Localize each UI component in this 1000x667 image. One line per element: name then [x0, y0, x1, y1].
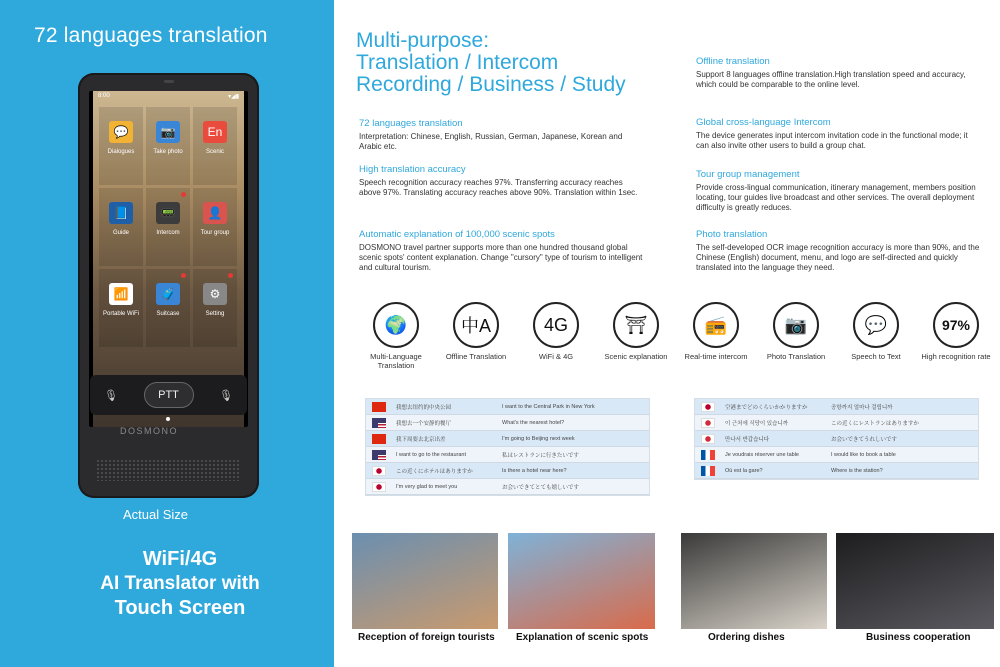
function-label: Real-time intercom	[684, 352, 748, 361]
headline-line1: Multi-purpose:	[356, 29, 490, 52]
translation-table-right	[694, 398, 979, 480]
feature-title: Photo translation	[696, 229, 768, 240]
usa-flag-icon	[372, 450, 386, 460]
feature-title: Offline translation	[696, 56, 770, 67]
function-label: Scenic explanation	[604, 352, 668, 361]
app-label: Suitcase	[156, 311, 180, 317]
app-label: Scenic	[205, 149, 224, 155]
gear-icon: ⚙	[203, 283, 227, 305]
app-scenic[interactable]	[193, 107, 237, 185]
feature-title: Global cross-language Intercom	[696, 117, 831, 128]
speech-text-icon: 💬	[853, 302, 899, 348]
camera-icon: 📷	[156, 121, 180, 143]
function-label: Offline Translation	[445, 352, 507, 361]
feature-title: 72 languages translation	[359, 118, 463, 129]
table-row	[695, 415, 978, 431]
function-item	[758, 302, 834, 361]
source-text: 空港までどのくらいかかりますか	[725, 404, 808, 411]
percent-icon: 97%	[933, 302, 979, 348]
headline-line3: Recording / Business / Study	[356, 73, 626, 96]
feature-right-1	[696, 56, 981, 90]
table-row	[366, 447, 649, 463]
app-grid	[99, 107, 239, 347]
feature-body: The self-developed OCR image recognition accuracy is more than 90%, and the Chinese (English) document, menu, and logo are self-directed and quickly translated into the language they need.	[696, 243, 980, 272]
function-item	[358, 302, 434, 370]
feature-title: Automatic explanation of 100,000 scenic spots	[359, 229, 555, 240]
notification-badge	[228, 273, 233, 278]
source-text: Où est la gare?	[725, 467, 763, 474]
translator-device	[78, 73, 259, 498]
app-label: Setting	[205, 311, 225, 317]
source-text: 我想去纽约的中央公园	[396, 404, 452, 411]
app-guide[interactable]	[99, 188, 143, 266]
headline	[356, 30, 626, 96]
table-row	[695, 431, 978, 447]
scene-photo	[836, 533, 994, 629]
function-item	[678, 302, 754, 361]
target-text: Where is the station?	[831, 467, 883, 474]
target-text: I want to the Central Park in New York	[502, 403, 595, 410]
scene-photo	[508, 533, 655, 629]
source-text: I'm very glad to meet you	[396, 483, 458, 490]
app-label: Guide	[112, 230, 129, 236]
app-label: Portable WiFi	[102, 311, 139, 317]
translate-icon: 中A	[453, 302, 499, 348]
feature-right-3	[696, 169, 981, 213]
brand-logo: DOSMONO	[120, 426, 179, 436]
target-text: What's the nearest hotel?	[502, 419, 565, 426]
france-flag-icon	[701, 450, 715, 460]
function-label: WiFi & 4G	[538, 352, 574, 361]
function-item	[598, 302, 674, 361]
function-label: Speech to Text	[851, 352, 901, 361]
china-flag-icon	[372, 402, 386, 412]
notification-badge	[181, 273, 186, 278]
app-label: Dialogues	[107, 149, 135, 155]
feature-body: DOSMONO travel partner supports more than one hundred thousand global scenic spots' content explanation. Change "cursory" type of tourism to intelligent and cultural tourism.	[359, 243, 643, 272]
app-tour-group[interactable]	[193, 188, 237, 266]
function-label: High recognition rate	[921, 352, 991, 361]
feature-title: Tour group management	[696, 169, 800, 180]
wifi-4g-icon: 4G	[533, 302, 579, 348]
table-row	[695, 399, 978, 415]
promo-text	[80, 548, 280, 620]
korea-flag-icon	[701, 418, 715, 428]
feature-body: The device generates input intercom invitation code in the functional mode; it can also invite other users to build a group chat.	[696, 131, 968, 150]
headline-line2: Translation / Intercom	[356, 51, 559, 74]
table-row	[366, 431, 649, 447]
function-label: Photo Translation	[766, 352, 826, 361]
function-item	[838, 302, 914, 361]
mic-left-icon[interactable]: 🎙	[104, 389, 118, 402]
app-portable-wifi[interactable]	[99, 269, 143, 347]
front-camera	[164, 80, 174, 83]
france-flag-icon	[701, 466, 715, 476]
function-item	[918, 302, 994, 361]
app-take-photo[interactable]	[146, 107, 190, 185]
chat-bubbles-icon: 💬	[109, 121, 133, 143]
source-text: この近くにホテルはありますか	[396, 468, 473, 475]
source-text: 我想去一个安静的餐厅	[396, 420, 452, 427]
actual-size-label: Actual Size	[123, 507, 189, 522]
target-text: I'm going to Beijing next week	[502, 435, 575, 442]
source-text: 이 근처에 식당이 있습니까	[725, 420, 789, 427]
target-text: お会いできてとても嬉しいです	[502, 484, 580, 491]
feature-right-4	[696, 229, 981, 273]
feature-title: High translation accuracy	[359, 164, 466, 175]
table-row	[695, 447, 978, 463]
feature-left-1	[359, 118, 644, 152]
target-text: 私はレストランに行きたいです	[502, 452, 579, 459]
usa-flag-icon	[372, 418, 386, 428]
page-indicator	[166, 417, 170, 421]
button-bar	[90, 375, 247, 415]
promo-line3: Touch Screen	[114, 597, 246, 619]
photo-caption: Ordering dishes	[708, 632, 785, 643]
source-text: 我下周要去北京出差	[396, 436, 446, 443]
table-row	[366, 399, 649, 415]
globe-icon: 🌍	[373, 302, 419, 348]
function-item	[518, 302, 594, 361]
function-label: Multi-Language Translation	[370, 352, 422, 370]
status-bar	[93, 91, 244, 104]
walkie-talkie-icon: 📟	[156, 202, 180, 224]
translation-table-left	[365, 398, 650, 496]
target-text: この近くにレストランはありますか	[831, 420, 919, 427]
promo-line1: WiFi/4G	[142, 548, 218, 570]
table-row	[366, 479, 649, 495]
suitcase-icon: 🧳	[156, 283, 180, 305]
app-label: Intercom	[156, 230, 180, 236]
japan-flag-icon	[372, 482, 386, 492]
feature-body: Provide cross-lingual communication, itinerary management, members position locating, tour guides live broadcast and other services. The overall deployment difficulty is greatly reduces.	[696, 183, 976, 212]
function-item	[438, 302, 514, 361]
japan-flag-icon	[701, 402, 715, 412]
photo-caption: Business cooperation	[866, 632, 971, 643]
promo-line2: AI Translator with	[100, 573, 260, 594]
table-row	[366, 415, 649, 431]
app-intercom[interactable]	[146, 188, 190, 266]
app-label: Tour group	[200, 230, 230, 236]
mic-right-icon[interactable]: 🎙	[219, 389, 233, 402]
table-row	[695, 463, 978, 479]
table-row	[366, 463, 649, 479]
target-text: 공항까지 얼마나 걸립니까	[831, 404, 893, 411]
left-panel	[0, 0, 334, 667]
app-dialogues[interactable]	[99, 107, 143, 185]
book-icon: 📘	[109, 202, 133, 224]
korea-flag-icon	[701, 434, 715, 444]
photo-caption: Reception of foreign tourists	[358, 632, 495, 643]
feature-left-3	[359, 229, 644, 273]
source-text: Je voudrais réserver une table	[725, 451, 799, 458]
japan-flag-icon	[372, 466, 386, 476]
target-text: お会いできてうれしいです	[831, 436, 898, 443]
scene-photo	[681, 533, 827, 629]
camera-icon: 📷	[773, 302, 819, 348]
target-text: I would like to book a table	[831, 451, 896, 458]
speaker-grille	[96, 459, 241, 481]
notification-badge	[181, 192, 186, 197]
temple-icon: ⛩	[613, 302, 659, 348]
scenic-icon: En	[203, 121, 227, 143]
feature-left-2	[359, 164, 644, 198]
left-title: 72 languages translation	[34, 24, 268, 47]
status-time: 8:00	[98, 93, 110, 99]
feature-body: Interpretation: Chinese, English, Russian, German, Japanese, Korean and Arabic etc.	[359, 132, 623, 151]
ptt-button[interactable]: PTT	[144, 382, 194, 408]
feature-right-2	[696, 117, 981, 151]
wifi-icon: 📶	[109, 283, 133, 305]
source-text: 만나서 반갑습니다	[725, 436, 770, 443]
walkie-talkie-icon: 📻	[693, 302, 739, 348]
function-icon-row	[358, 302, 994, 374]
app-setting[interactable]	[193, 269, 237, 347]
feature-body: Support 8 languages offline translation.High translation speed and accuracy, which could be comparable to the online level.	[696, 70, 966, 89]
scene-photo	[352, 533, 498, 629]
guide-person-icon: 👤	[203, 202, 227, 224]
target-text: Is there a hotel near here?	[502, 467, 567, 474]
source-text: I want to go to the restaurant	[396, 451, 467, 458]
signal-battery-icon: ▾◢▮	[228, 94, 239, 100]
china-flag-icon	[372, 434, 386, 444]
app-suitcase[interactable]	[146, 269, 190, 347]
photo-caption: Explanation of scenic spots	[516, 632, 649, 643]
feature-body: Speech recognition accuracy reaches 97%. Transferring accuracy reaches above 97%. Translating accuracy reaches above 90%. Translation within 1sec.	[359, 178, 638, 197]
app-label: Take photo	[153, 149, 183, 155]
